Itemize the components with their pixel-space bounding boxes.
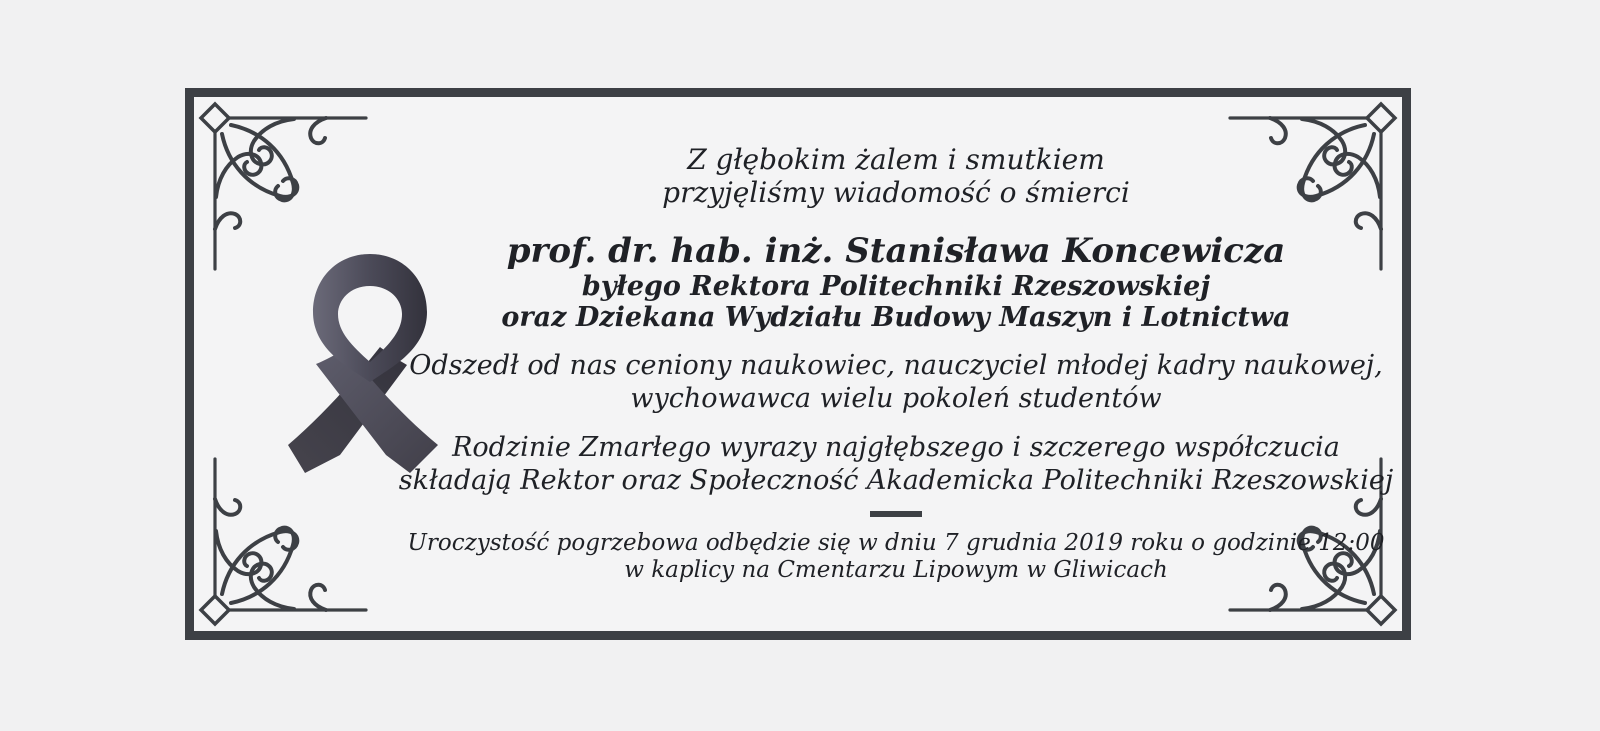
- funeral-info: [394, 530, 1398, 584]
- condolence-line-2: składają Rektor oraz Społeczność Akademicka Politechniki Rzeszowskiej: [398, 465, 1394, 496]
- obituary-card: [185, 88, 1411, 640]
- tribute-lines: [394, 349, 1398, 415]
- tribute-line-1: Odszedł od nas ceniony naukowiec, nauczyciel młodej kadry naukowej,: [409, 350, 1383, 381]
- corner-flourish-icon: [198, 455, 370, 627]
- condolence-line-1: Rodzinie Zmarłego wyrazy najgłębszego i szczerego współczucia: [452, 432, 1340, 463]
- deceased-title-line-1: byłego Rektora Politechniki Rzeszowskiej: [581, 271, 1211, 302]
- funeral-line-2: w kaplicy na Cmentarzu Lipowym w Gliwicach: [624, 557, 1168, 583]
- corner-flourish-icon: [198, 101, 370, 273]
- deceased-name: prof. dr. hab. inż. Stanisława Koncewicza: [506, 231, 1286, 271]
- tribute-line-2: wychowawca wielu pokoleń studentów: [630, 383, 1162, 414]
- condolence-lines: [394, 431, 1398, 497]
- deceased-title-line-2: oraz Dziekana Wydziału Budowy Maszyn i Lotnictwa: [501, 302, 1291, 333]
- intro-line-1: Z głębokim żalem i smutkiem: [687, 143, 1105, 176]
- intro-line-2: przyjęliśmy wiadomość o śmierci: [662, 176, 1130, 209]
- notice-text: [394, 97, 1398, 584]
- funeral-line-1: Uroczystość pogrzebowa odbędzie się w dniu 7 grudnia 2019 roku o godzinie 12:00: [407, 530, 1385, 556]
- deceased-titles: [394, 271, 1398, 333]
- intro-lines: [394, 143, 1398, 209]
- divider: [870, 511, 922, 517]
